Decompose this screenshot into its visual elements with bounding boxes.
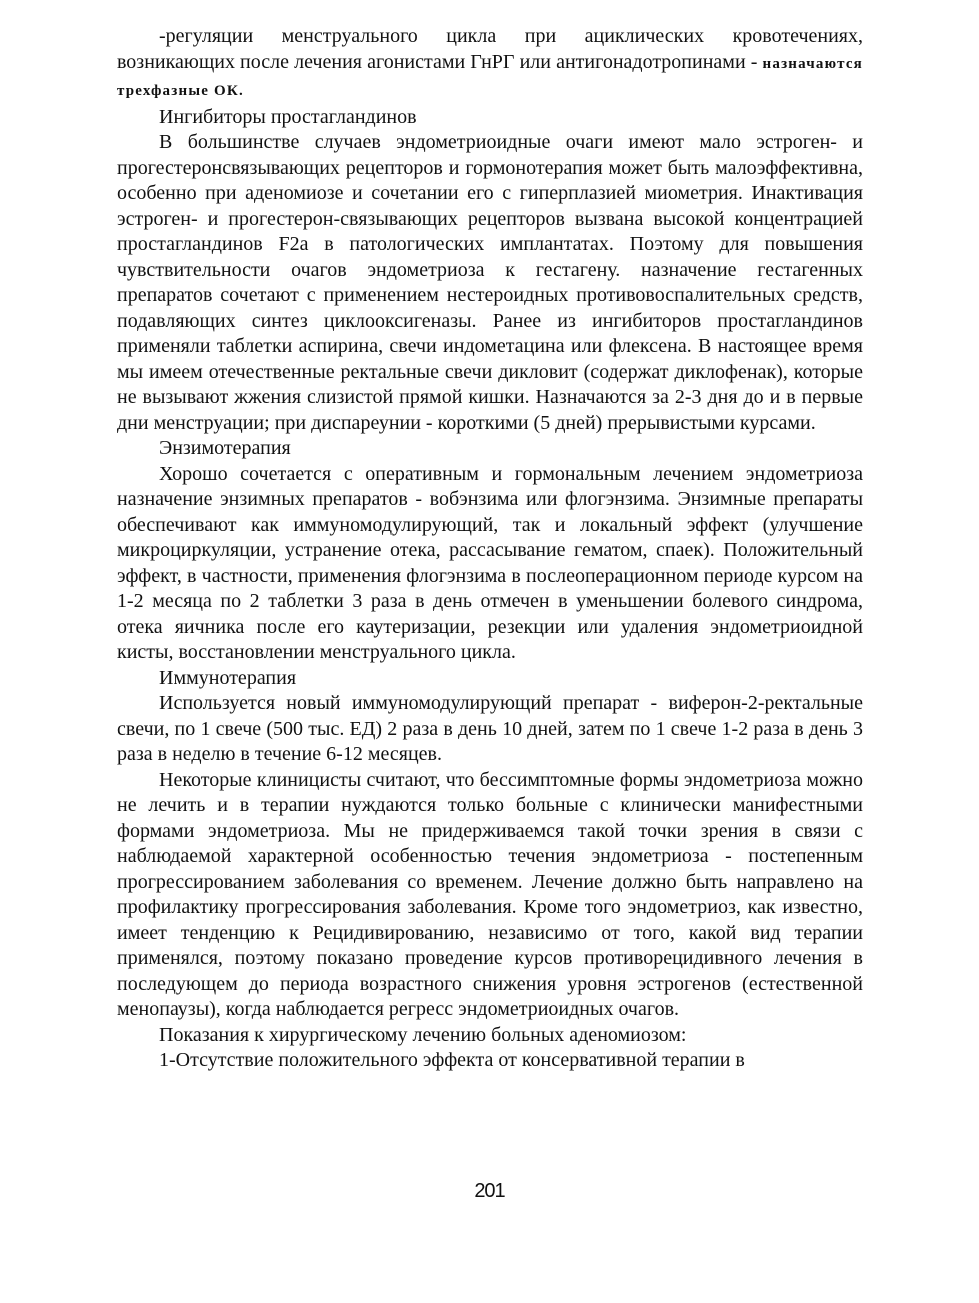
heading-prostaglandin-inhibitors: Ингибиторы простагландинов	[159, 105, 417, 128]
heading-enzyme-therapy: Энзимотерапия	[159, 437, 291, 459]
paragraph-regulation	[117, 24, 863, 105]
paragraph-prostaglandins: В большинстве случаев эндометриоидные очаги имеют мало эстроген- и прогестеронсвязывающих рецепторов и гормонотерапия может быть малоэффективна, особенно при аденомиозе и сочетании его с гиперплазией миометрия. Инактивация эстроген- и прогестерон-связывающих рецепторов вызвана высокой концентрацией простагландинов F2a в патологических имплантатах. Поэтому для повышения чувствительности очагов эндометриоза к гестагену. назначение гестагенных препаратов сочетают с применением нестероидных противовоспалительных средств, подавляющих синтез циклооксигеназы. Ранее из ингибиторов простагландинов применяли таблетки аспирина, свечи индометацина или флексена. В настоящее время мы имеем отечественные ректальные свечи дикловит (содержат диклофенак), которые не вызывают жжения слизистой прямой кишки. Назначаются за 2-3 дня до и в первые дни менструации; при диспареунии - короткими (5 дней) прерывистыми курсами.	[117, 131, 863, 434]
paragraph-surgical-indications: Показания к хирургическому лечению больных аденомиозом:	[159, 1023, 687, 1046]
paragraph-regulation-text: -регуляции менструального цикла при ациклических кровотечениях, возникающих после лечения агонистами ГнРГ или антигонадотропинами -	[117, 25, 863, 73]
paragraph-immunotherapy: Используется новый иммуномодулирующий препарат - виферон-2-ректальные свечи, по 1 свече (500 тыс. ЕД) 2 раза в день 10 дней, затем по 1 свече 1-2 раза в день 3 раза в неделю в течение 6-12 месяцев.	[117, 692, 863, 765]
heading-immunotherapy: Иммунотерапия	[159, 666, 297, 689]
paragraph-indication-1: 1-Отсутствие положительного эффекта от консервативной терапии в	[159, 1049, 745, 1071]
page-number: 201	[474, 1180, 505, 1202]
paragraph-clinicians: Некоторые клиницисты считают, что бессимптомные формы эндометриоза можно не лечить и в терапии нуждаются только больные с клинически манифестными формами эндометриоза. Мы не придерживаемся такой точки зрения в связи с наблюдаемой характерной особенностью течения эндометриоза - постепенным прогрессированием заболевания со временем. Лечение должно быть направлено на профилактику прогрессирования заболевания. Кроме того эндометриоз, как известно, имеет тенденцию к Рецидивированию, независимо от того, какой вид терапии применялся, поэтому показано проведение курсов противорецидивного лечения в последующем до периода возрастного снижения уровня эстрогенов (естественной менопаузы), когда наблюдается регресс эндометриоидных очагов.	[117, 768, 863, 1020]
paragraph-enzymes: Хорошо сочетается с оперативным и гормональным лечением эндометриоза назначение энзимных препаратов - вобэнзима или флогэнзима. Энзимные препараты обеспечивают как иммуномодулирующий, так и локальный эффект (улучшение микроциркуляции, устранение отека, рассасывание гематом, спаек). Положительный эффект, в частности, применения флогэнзима в послеоперационном периоде курсом на 1-2 месяца по 2 таблетки 3 раза в день отмечен в уменьшении болевого синдрома, отека яичника после его каутеризации, резекции или удаления эндометриоидной кисты, восстановлении менструального цикла.	[117, 462, 863, 663]
paragraph-regulation-bold: назначаются трехфазные ОК.	[117, 55, 863, 99]
page-body	[117, 24, 863, 1074]
